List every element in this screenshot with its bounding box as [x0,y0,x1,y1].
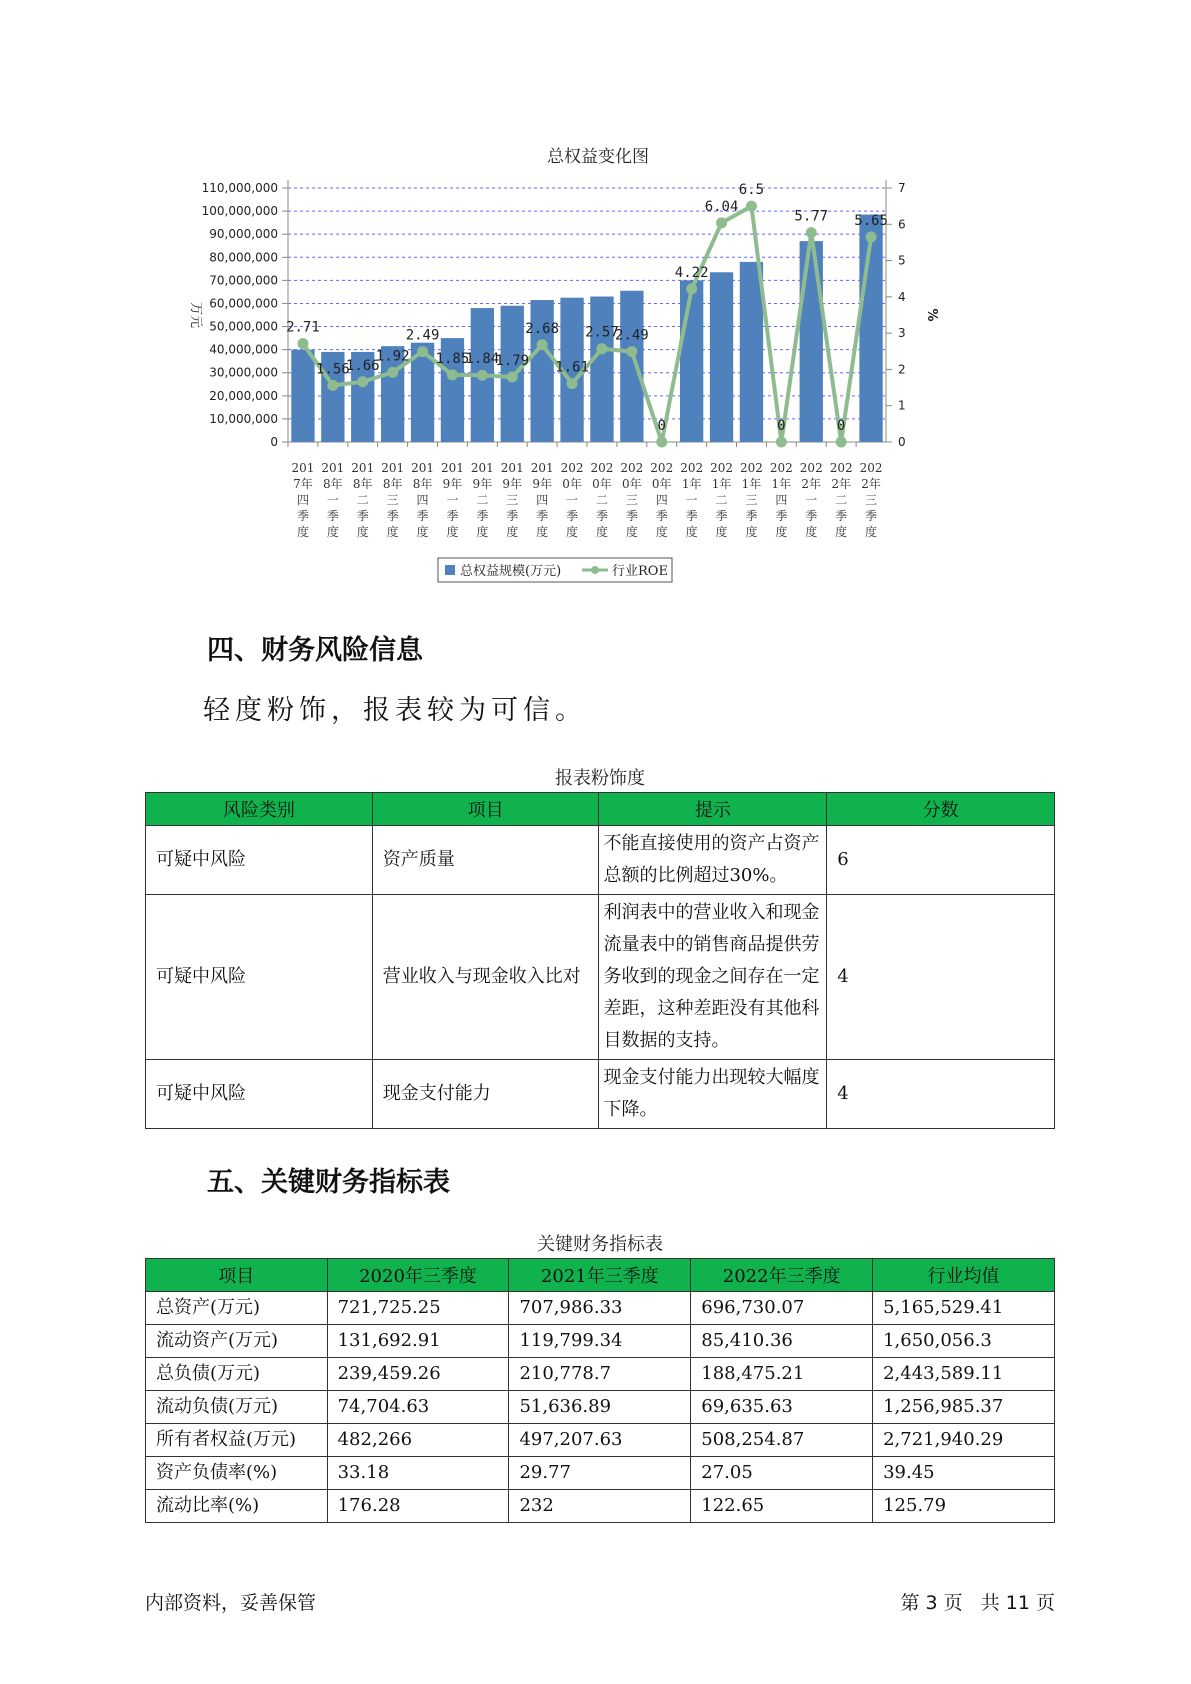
kpi-value: 29.77 [509,1457,691,1490]
bar [800,241,823,442]
kpi-table-header [146,1259,1055,1292]
kpi-value: 2,443,589.11 [873,1358,1055,1391]
risk-header-category: 风险类别 [146,793,373,826]
roe-point [596,343,607,354]
kpi-value: 27.05 [691,1457,873,1490]
y-tick-label: 100,000,000 [201,204,278,219]
kpi-value: 85,410.36 [691,1325,873,1358]
x-tick-label: 季 [356,509,369,523]
roe-point [447,369,458,380]
x-tick-label: 度 [446,525,459,539]
x-tick-label: 201 [381,461,405,475]
x-tick-label: 度 [745,525,758,539]
y-tick-label: 50,000,000 [209,319,278,334]
kpi-value: 51,636.89 [509,1391,691,1424]
x-tick-label: 201 [291,461,315,475]
kpi-value: 1,650,056.3 [873,1325,1055,1358]
risk-category: 可疑中风险 [146,1060,373,1129]
x-tick-label: 季 [655,509,668,523]
x-tick-label: 度 [835,525,848,539]
roe-point [327,380,338,391]
kpi-value: 1,256,985.37 [873,1391,1055,1424]
risk-table [145,792,1055,1129]
footer-note: 内部资料，妥善保管 [145,1592,317,1614]
roe-data-label: 1.61 [555,359,589,376]
x-tick-label: 季 [326,509,339,523]
y2-tick-label: 1 [898,398,906,413]
roe-data-label: 2.57 [585,324,619,341]
risk-hint: 不能直接使用的资产占资产总额的比例超过30%。 [599,826,827,895]
x-tick-label: 0年 [622,477,642,491]
roe-point [746,201,757,212]
x-tick-label: 四 [296,493,309,507]
bar [710,272,733,442]
roe-point [507,372,518,383]
risk-item: 营业收入与现金收入比对 [372,895,599,1060]
y2-axis-label: % [924,308,939,322]
roe-data-label: 5.65 [854,212,888,229]
roe-point [776,437,787,448]
kpi-header: 2022年三季度 [691,1259,873,1292]
x-tick-label: 二 [835,493,848,507]
roe-data-label: 2.49 [405,327,440,344]
x-tick-label: 二 [356,493,369,507]
x-tick-label: 度 [416,525,429,539]
x-tick-label: 度 [805,525,818,539]
legend-swatch-dot [591,566,599,574]
kpi-value: 508,254.87 [691,1424,873,1457]
roe-data-label: 2.71 [286,319,320,336]
x-tick-label: 一 [685,493,698,507]
x-tick-label: 季 [416,509,429,523]
x-tick-label: 202 [799,461,823,475]
kpi-header: 行业均值 [873,1259,1055,1292]
x-tick-label: 三 [865,493,878,507]
x-tick-label: 8年 [382,477,403,491]
y2-tick-label: 6 [898,217,906,232]
kpi-value: 2,721,940.29 [873,1424,1055,1457]
risk-hint: 利润表中的营业收入和现金流量表中的销售商品提供劳务收到的现金之间存在一定差距，这种差距没有其他科目数据的支持。 [599,895,827,1060]
x-tick-label: 四 [416,493,429,507]
roe-data-label: 0 [657,418,666,434]
x-tick-label: 三 [506,493,519,507]
x-tick-label: 201 [530,461,554,475]
x-tick-label: 季 [685,509,698,523]
table-row [146,1325,1055,1358]
roe-data-label: 1.84 [465,351,500,368]
x-tick-label: 一 [805,493,818,507]
risk-header-hint: 提示 [599,793,827,826]
x-tick-label: 1年 [771,477,792,491]
roe-point [626,346,637,357]
roe-point [387,367,398,378]
x-tick-label: 度 [775,525,788,539]
roe-point [357,376,368,387]
kpi-table [145,1258,1055,1523]
x-tick-label: 度 [296,525,309,539]
roe-data-label: 0 [777,418,786,434]
x-tick-label: 季 [476,509,489,523]
table-row [146,1060,1055,1129]
x-tick-label: 202 [560,461,584,475]
roe-point [297,338,308,349]
risk-table-caption: 报表粉饰度 [555,768,645,789]
roe-data-label: 0 [836,418,846,434]
table-row [146,1457,1055,1490]
y-tick-label: 0 [270,435,278,449]
x-tick-label: 四 [775,493,788,507]
x-tick-label: 季 [446,509,459,523]
y-tick-label: 70,000,000 [209,273,278,288]
roe-data-label: 1.92 [375,348,410,365]
y2-tick-label: 2 [898,362,906,377]
x-tick-label: 2年 [801,477,822,491]
x-tick-label: 1年 [681,477,702,491]
table-row [146,1490,1055,1523]
chart-title: 总权益变化图 [547,147,649,167]
x-tick-label: 度 [865,525,878,539]
x-tick-label: 1年 [711,477,732,491]
kpi-item: 总负债(万元) [146,1358,328,1391]
x-tick-label: 8年 [352,477,373,491]
risk-summary: 轻度粉饰，报表较为可信。 [203,695,587,726]
x-tick-label: 202 [680,461,704,475]
y2-tick-label: 0 [898,435,906,449]
x-tick-label: 9年 [442,477,463,491]
section4-title: 四、财务风险信息 [207,635,423,666]
x-tick-label: 202 [710,461,734,475]
y-tick-label: 60,000,000 [209,296,278,311]
roe-point [836,437,847,448]
x-tick-label: 一 [326,493,339,507]
x-tick-label: 季 [536,509,549,523]
x-tick-label: 三 [386,493,399,507]
x-tick-label: 季 [296,509,309,523]
y2-tick-label: 3 [898,326,906,341]
x-tick-label: 202 [590,461,614,475]
kpi-value: 721,725.25 [327,1292,509,1325]
bar [740,262,763,442]
x-tick-label: 201 [500,461,524,475]
risk-header-item: 项目 [372,793,599,826]
x-tick-label: 二 [595,493,608,507]
table-row [146,826,1055,895]
x-tick-label: 201 [440,461,464,475]
risk-item: 资产质量 [372,826,599,895]
kpi-value: 119,799.34 [509,1325,691,1358]
legend-label-line: 行业ROE [612,564,668,579]
x-tick-label: 三 [625,493,638,507]
kpi-item: 流动负债(万元) [146,1391,328,1424]
x-tick-label: 二 [476,493,489,507]
risk-score: 4 [827,1060,1055,1129]
x-tick-label: 一 [446,493,459,507]
table-row [146,1358,1055,1391]
table-row [146,895,1055,1060]
x-tick-label: 季 [566,509,579,523]
x-tick-label: 度 [506,525,519,539]
page-number: 第 3 页 共 11 页 [900,1592,1055,1614]
bar [680,280,703,442]
risk-category: 可疑中风险 [146,826,373,895]
x-tick-label: 度 [685,525,698,539]
bar [291,350,314,442]
x-tick-label: 0年 [592,477,612,491]
x-tick-label: 202 [739,461,763,475]
legend-swatch-bar [445,565,455,575]
y-tick-label: 20,000,000 [209,388,278,403]
roe-point [716,217,727,228]
roe-data-label: 2.49 [614,327,649,344]
risk-hint: 现金支付能力出现较大幅度下降。 [599,1060,827,1129]
x-tick-label: 季 [715,509,728,523]
roe-data-label: 1.66 [345,357,380,374]
table-row [146,1424,1055,1457]
x-tick-label: 度 [386,525,399,539]
x-tick-label: 202 [650,461,674,475]
roe-point [477,370,488,381]
x-tick-label: 度 [595,525,608,539]
risk-header-score: 分数 [827,793,1055,826]
kpi-item: 资产负债率(%) [146,1457,328,1490]
x-tick-label: 2年 [831,477,851,491]
x-tick-label: 季 [386,509,399,523]
x-tick-label: 201 [411,461,435,475]
kpi-item: 总资产(万元) [146,1292,328,1325]
x-tick-label: 度 [625,525,638,539]
x-tick-label: 度 [326,525,339,539]
kpi-value: 39.45 [873,1457,1055,1490]
x-tick-label: 三 [745,493,758,507]
x-tick-label: 季 [835,509,848,523]
roe-point [806,227,817,238]
kpi-table-caption: 关键财务指标表 [537,1234,663,1255]
roe-data-label: 1.79 [495,353,530,370]
kpi-header: 2021年三季度 [509,1259,691,1292]
x-tick-label: 9年 [502,477,523,491]
kpi-item: 流动资产(万元) [146,1325,328,1358]
y-axis-label: 万元 [188,301,203,329]
kpi-value: 69,635.63 [691,1391,873,1424]
roe-data-label: 2.68 [525,320,560,337]
x-tick-label: 季 [775,509,788,523]
x-tick-label: 度 [536,525,549,539]
equity-chart [170,140,1010,600]
kpi-value: 131,692.91 [327,1325,509,1358]
x-tick-label: 2年 [861,477,881,491]
kpi-item: 所有者权益(万元) [146,1424,328,1457]
y-tick-label: 90,000,000 [209,227,278,242]
y2-tick-label: 5 [898,253,906,268]
kpi-value: 176.28 [327,1490,509,1523]
kpi-value: 74,704.63 [327,1391,509,1424]
roe-data-label: 6.04 [704,198,739,215]
legend-label-bar: 总权益规模(万元) [460,564,562,579]
x-tick-label: 度 [715,525,728,539]
y-tick-label: 10,000,000 [209,411,278,426]
x-tick-label: 季 [625,509,638,523]
y2-tick-label: 7 [898,181,906,195]
roe-point [417,346,428,357]
x-tick-label: 7年 [293,477,313,491]
x-tick-label: 202 [620,461,644,475]
y-tick-label: 30,000,000 [209,365,278,380]
kpi-value: 707,986.33 [509,1292,691,1325]
kpi-value: 482,266 [327,1424,509,1457]
x-tick-label: 一 [566,493,579,507]
x-tick-label: 8年 [412,477,433,491]
roe-data-label: 1.85 [435,350,470,367]
x-tick-label: 季 [745,509,758,523]
x-tick-label: 9年 [472,477,493,491]
risk-score: 4 [827,895,1055,1060]
risk-table-header [146,793,1055,826]
x-tick-label: 202 [769,461,793,475]
y-tick-label: 80,000,000 [209,250,278,265]
y-tick-label: 40,000,000 [209,342,278,357]
x-tick-label: 9年 [532,477,552,491]
table-row [146,1391,1055,1424]
kpi-value: 33.18 [327,1457,509,1490]
risk-score: 6 [827,826,1055,895]
bar [590,297,613,442]
roe-data-label: 5.77 [794,208,829,225]
x-tick-label: 度 [476,525,489,539]
roe-point [686,283,697,294]
x-tick-label: 度 [655,525,668,539]
kpi-value: 125.79 [873,1490,1055,1523]
x-tick-label: 四 [655,493,668,507]
table-row [146,1292,1055,1325]
x-tick-label: 季 [805,509,818,523]
kpi-header: 2020年三季度 [327,1259,509,1292]
x-tick-label: 0年 [651,477,672,491]
roe-data-label: 6.5 [738,182,765,199]
kpi-value: 122.65 [691,1490,873,1523]
kpi-value: 5,165,529.41 [873,1292,1055,1325]
x-tick-label: 四 [536,493,549,507]
kpi-value: 696,730.07 [691,1292,873,1325]
kpi-value: 210,778.7 [509,1358,691,1391]
kpi-header: 项目 [146,1259,328,1292]
kpi-value: 497,207.63 [509,1424,691,1457]
x-tick-label: 202 [829,461,853,475]
kpi-value: 232 [509,1490,691,1523]
x-tick-label: 二 [715,493,728,507]
x-tick-label: 201 [321,461,345,475]
section5-title: 五、关键财务指标表 [207,1167,450,1198]
x-tick-label: 季 [865,509,878,523]
roe-point [567,378,578,389]
roe-point [866,231,877,242]
x-tick-label: 季 [506,509,519,523]
x-tick-label: 度 [356,525,369,539]
x-tick-label: 202 [859,461,883,475]
x-tick-label: 季 [595,509,608,523]
roe-point [656,437,667,448]
y2-tick-label: 4 [898,289,906,304]
risk-item: 现金支付能力 [372,1060,599,1129]
x-tick-label: 201 [351,461,375,475]
kpi-value: 188,475.21 [691,1358,873,1391]
bar [620,291,643,442]
kpi-value: 239,459.26 [327,1358,509,1391]
x-tick-label: 8年 [323,477,343,491]
x-tick-label: 0年 [562,477,582,491]
x-tick-label: 201 [470,461,494,475]
kpi-item: 流动比率(%) [146,1490,328,1523]
roe-data-label: 1.56 [315,361,350,378]
x-tick-label: 度 [566,525,579,539]
roe-point [537,339,548,350]
x-tick-label: 1年 [741,477,762,491]
risk-category: 可疑中风险 [146,895,373,1060]
roe-data-label: 4.22 [674,264,709,281]
y-tick-label: 110,000,000 [201,181,278,195]
